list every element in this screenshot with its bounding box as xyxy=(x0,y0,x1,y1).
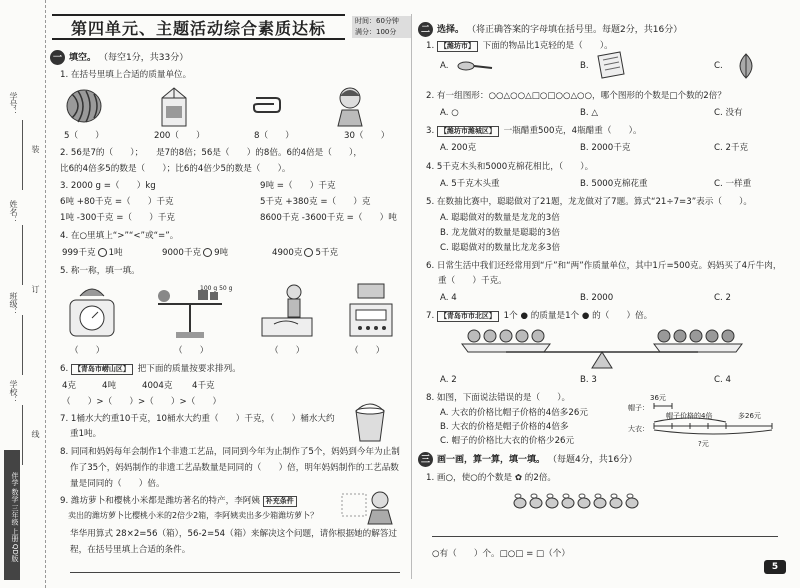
option-c[interactable]: C. 2 xyxy=(714,293,731,303)
q4-left-value: 999千克 xyxy=(62,248,96,258)
margin-marker: 订 xyxy=(31,285,40,293)
option-a[interactable]: A. 2 xyxy=(440,375,457,385)
option-a[interactable]: A. 200克 xyxy=(440,143,477,153)
source-tag: 【青岛市崂山区】 xyxy=(71,364,133,375)
student-id-label: 学号： xyxy=(9,92,18,116)
q7-line1: 7. 1桶水大约重10千克，10桶水大约重（ ）千克，（ ）桶水大约 xyxy=(60,414,335,424)
fill-line xyxy=(22,120,23,190)
q5-blank[interactable]: （ ） xyxy=(350,346,385,356)
q8-line1: 8. 同同和妈妈每年会制作1个非遗工艺品，同同到今年为止制作了5个，妈妈到今年为止制 xyxy=(60,447,400,457)
source-tag: 【潍坊市潍城区】 xyxy=(437,126,499,137)
compare-circle[interactable] xyxy=(304,248,313,257)
scale-spoon-icon xyxy=(454,56,494,76)
q1-blank[interactable]: 5（ ） xyxy=(64,131,104,141)
option-b[interactable]: B. △ xyxy=(580,108,598,118)
section-title: 填空。 xyxy=(69,52,97,63)
q6-item: 4克 xyxy=(62,381,77,391)
spring-scale-icon xyxy=(62,282,122,340)
option-c[interactable]: C. 聪聪做对的数量比龙龙多3倍 xyxy=(440,243,561,253)
hat-price: 36元 xyxy=(650,394,666,402)
title-bar xyxy=(52,14,405,40)
r-q6-line2: 重（ ）千克。 xyxy=(438,276,507,286)
fill-line xyxy=(22,225,23,285)
supplement-tag: 补充条件 xyxy=(263,496,297,507)
section-badge: 一 xyxy=(50,50,65,65)
line-segment-diagram xyxy=(648,398,778,442)
fruit-balance-icon xyxy=(458,326,758,370)
section-1-header xyxy=(50,50,188,65)
q5-blank[interactable]: （ ） xyxy=(174,346,209,356)
q4-text: 4. 在○里填上“>”“<”或“=”。 xyxy=(60,231,179,241)
option-c[interactable]: C. 没有 xyxy=(714,108,743,118)
option-c[interactable]: C. xyxy=(714,61,723,71)
q1-text: 1. 在括号里填上合适的质量单位。 xyxy=(60,70,192,80)
option-b[interactable]: B. 大衣的价格是帽子价格的4倍多 xyxy=(440,422,569,432)
r-q2-text: 2. 有一组图形：○○△○○△□○□○○△○○，哪个图形的个数是□个数的2倍？ xyxy=(426,91,726,101)
q1-blank[interactable]: 30（ ） xyxy=(344,131,390,141)
watermelon-icon xyxy=(64,86,104,126)
q4-compare xyxy=(162,247,228,259)
extra-label: 多26元 xyxy=(738,412,761,420)
option-c[interactable]: C. 2千克 xyxy=(714,143,749,153)
kid-on-scale-icon xyxy=(256,282,316,340)
q3-item: 6吨 +80千克 =（ ）千克 xyxy=(60,197,174,207)
option-a[interactable]: A. 聪聪做对的数量是龙龙的3倍 xyxy=(440,213,560,223)
q3-item: 1吨 -300千克 =（ ）千克 xyxy=(60,213,175,223)
drawing-line[interactable] xyxy=(432,536,778,537)
option-a[interactable]: A. 5千克木头重 xyxy=(440,179,500,189)
option-b[interactable]: B. xyxy=(580,61,589,71)
girl-icon xyxy=(332,84,368,128)
section-badge: 三 xyxy=(418,452,433,467)
section-3-header xyxy=(418,452,637,467)
paper-clip-icon xyxy=(248,88,284,124)
q9-bubble: 卖出的潍坊萝卜比樱桃小米的2倍少2箱，李阿姨卖出多少箱潍坊萝卜？ xyxy=(68,511,319,520)
option-a[interactable]: A. ○ xyxy=(440,108,459,118)
q4-right-value: 1吨 xyxy=(108,248,123,258)
section-note: （将正确答案的字母填在括号里。每题2分，共16分） xyxy=(467,24,683,35)
column-divider xyxy=(411,14,412,579)
binding-margin xyxy=(0,0,46,588)
r-q1-line xyxy=(426,40,613,52)
option-b[interactable]: B. 5000克棉花重 xyxy=(580,179,648,189)
option-a[interactable]: A. 4 xyxy=(440,293,457,303)
q8-line2: 作了35个，妈妈制作的非遗工艺品数量是同同的（ ）倍，明年妈妈制作的工艺品数 xyxy=(70,463,399,473)
full-score: 满分：100分 xyxy=(355,28,397,36)
r-q8-text: 8. 如图，下面说法错误的是（ ）。 xyxy=(426,393,571,403)
r-q7-text: 1个 xyxy=(503,311,518,321)
hat-label: 帽子： xyxy=(628,404,649,412)
coat-label: 大衣： xyxy=(628,425,649,433)
compare-circle[interactable] xyxy=(203,248,212,257)
section-note: （每空1分，共33分） xyxy=(99,52,189,63)
bucket-icon xyxy=(350,403,390,443)
section-title: 选择。 xyxy=(437,24,465,35)
option-b[interactable]: B. 龙龙做对的数量是聪聪的3倍 xyxy=(440,228,560,238)
option-c[interactable]: C. 一样重 xyxy=(714,179,752,189)
q6-text: 把下面的质量按要求排列。 xyxy=(137,364,241,374)
q5-blank[interactable]: （ ） xyxy=(270,346,305,356)
q6-item: 4千克 xyxy=(192,381,215,391)
unknown-label: ?元 xyxy=(698,440,709,448)
r3-q1-line xyxy=(426,472,556,484)
q3-item: 3. 2000 g =（ ）kg xyxy=(60,181,156,191)
q6-line xyxy=(60,363,241,375)
q9-line4: 程，在括号里填上合适的条件。 xyxy=(70,545,191,555)
fill-line xyxy=(22,315,23,375)
compare-circle[interactable] xyxy=(98,248,107,257)
r-q7-text: 的质量是1个 xyxy=(530,311,580,321)
q3-item: 8600千克 -3600千克 =（ ）吨 xyxy=(260,213,397,223)
q8-line3: 量是同同的（ ）倍。 xyxy=(70,479,165,489)
q-number: 1. xyxy=(426,41,435,51)
q-number: 3. xyxy=(426,126,435,136)
q3-item: 9吨 =（ ）千克 xyxy=(260,181,336,191)
r-q3-line xyxy=(426,125,642,137)
page-number: 5 xyxy=(764,560,786,574)
q7-line2: 重1吨。 xyxy=(70,429,102,439)
q9-line3: 华华用算式 28×2=56（箱），56-2=54（箱）来解决这个问题，请你根据她的解答过 xyxy=(70,529,398,539)
time-limit: 时间：60分钟 xyxy=(355,17,399,25)
margin-marker: 线 xyxy=(31,430,40,438)
r-q6-line1: 6. 日常生活中我们还经常用到“斤”和“两”作质量单位，其中1斤=500克。妈妈买了4斤牛肉， xyxy=(426,261,782,271)
q4-compare xyxy=(62,247,123,259)
exam-meta xyxy=(352,16,412,38)
q6-chain[interactable]: （ ）>（ ）>（ ）>（ ） xyxy=(62,397,222,407)
r-q1-text: 下面的物品比1克轻的是（ ）。 xyxy=(482,41,613,51)
r3-q1-answer[interactable]: ○有（ ）个。□○□ = □（个） xyxy=(432,549,570,559)
q9-line1 xyxy=(60,495,299,507)
q4-left-value: 4900克 xyxy=(272,248,303,258)
q4-left-value: 9000千克 xyxy=(162,248,202,258)
section-badge: 二 xyxy=(418,22,433,37)
q3-item: 5千克 +380克 =（ ）克 xyxy=(260,197,371,207)
option-a[interactable]: A. xyxy=(440,61,449,71)
section-note: （每题4分，共16分） xyxy=(548,454,638,465)
q4-right-value: 9吨 xyxy=(214,248,229,258)
r-q3-text: 一瓶醋重500克，4瓶醋重（ ）。 xyxy=(503,126,642,136)
q1-blank[interactable]: 8（ ） xyxy=(254,131,294,141)
electronic-scale-icon xyxy=(346,282,396,340)
q2-line1: 2. 56是7的（ ）； 是7的8倍；56是（ ）的8倍。6的4倍是（ ）， xyxy=(60,148,362,158)
option-b[interactable]: B. 2000 xyxy=(580,293,614,303)
r-q7-text: 的（ ）倍。 xyxy=(592,311,653,321)
option-b[interactable]: B. 2000千克 xyxy=(580,143,631,153)
q4-compare xyxy=(272,247,338,259)
book-icon xyxy=(594,50,628,80)
margin-marker: 装 xyxy=(31,145,40,153)
q4-right-value: 5千克 xyxy=(315,248,339,258)
option-c[interactable]: C. 4 xyxy=(714,375,731,385)
section-2-header xyxy=(418,22,682,37)
q2-line2: 比6的4倍多5的数是（ ）；比6的4倍少5的数是（ ）。 xyxy=(60,164,291,174)
school-label: 学校： xyxy=(9,380,18,404)
fill-line xyxy=(22,405,23,465)
q5-text: 5. 称一称，填一填。 xyxy=(60,266,140,276)
r-q4-text: 4. 5千克木头和5000克棉花相比，（ ）。 xyxy=(426,162,594,172)
source-tag: 【青岛市市北区】 xyxy=(437,311,499,322)
q1-blank[interactable]: 200（ ） xyxy=(154,131,205,141)
r-q5-text: 5. 在数抽比赛中，聪聪做对了21题，龙龙做对了7题。算式“21÷7=3”表示（ ）。 xyxy=(426,197,753,207)
bees-row-icon xyxy=(510,488,640,518)
apple-icon: ● xyxy=(520,311,528,321)
q-number: 7. xyxy=(426,311,435,321)
brand-strip: 伴学 数学 三年级 上册 QD版 xyxy=(4,450,20,580)
page-title: 第四单元、主题活动综合素质达标 xyxy=(52,14,345,40)
orange-icon: ● xyxy=(581,311,590,321)
q6-item: 4004克 xyxy=(142,381,173,391)
bee-icon: ✿ xyxy=(514,473,523,483)
q6-item: 4吨 xyxy=(102,381,117,391)
class-label: 班级： xyxy=(9,292,18,316)
leaf-icon xyxy=(734,52,758,80)
option-b[interactable]: B. 3 xyxy=(580,375,597,385)
times-label: 帽子价格的4倍 xyxy=(666,412,713,420)
name-label: 姓名： xyxy=(9,200,18,224)
source-tag: 【潍坊市】 xyxy=(437,41,478,52)
r3-q1-text-b: 的2倍。 xyxy=(524,473,557,483)
milk-carton-icon xyxy=(158,84,190,128)
q6-number: 6. xyxy=(60,364,69,374)
weight-label: 100 g 50 g xyxy=(200,285,233,292)
option-c[interactable]: C. 帽子的价格比大衣的价格少26元 xyxy=(440,436,575,446)
option-a[interactable]: A. 大衣的价格比帽子价格的4倍多26元 xyxy=(440,408,588,418)
r3-q1-text: 1. 画○，使○的个数是 xyxy=(426,473,513,483)
q5-blank[interactable]: （ ） xyxy=(70,346,105,356)
section-title: 画一画，算一算，填一填。 xyxy=(437,454,546,465)
answer-line[interactable] xyxy=(70,572,400,573)
woman-icon xyxy=(340,490,400,526)
q9-text: 9. 潍坊萝卜和樱桃小米都是潍坊著名的特产，李阿姨 xyxy=(60,496,260,506)
r-q7-line xyxy=(426,310,652,322)
